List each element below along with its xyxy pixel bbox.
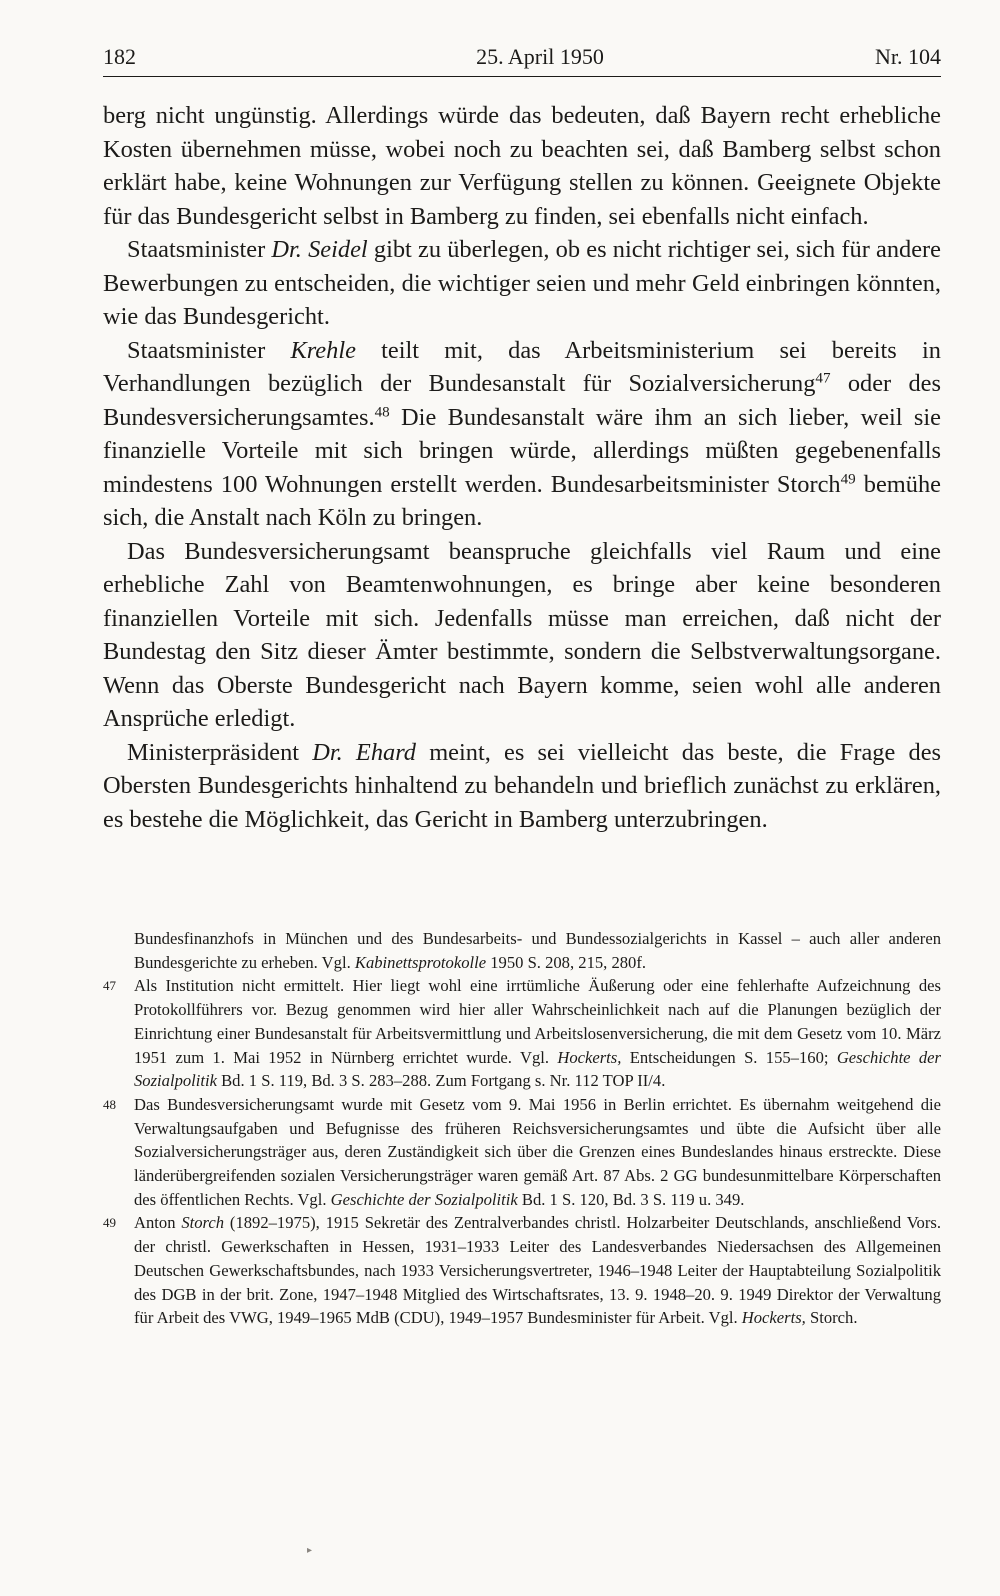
footnote-48: 48 Das Bundesversicherungsamt wurde mit Gesetz vom 9. Mai 1956 in Berlin errichtet. Es übernahm weitgehend die Verwaltungsaufgaben und Befugnisse des früheren Reichsversicherungsamtes und übte die Aufsicht über alle Sozialversicherungsträger aus, deren Zuständigkeit sich über die Grenzen eines Bundeslandes hinaus erstreckte. Diese länderübergreifenden sozialen Versicherungsträger waren gemäß Art. 87 Abs. 2 GG bundesunmittelbare Körperschaften des öffentlichen Rechts. Vgl. Geschichte der Sozialpolitik Bd. 1 S. 120, Bd. 3 S. 119 u. 349. bbox=[103, 1094, 941, 1209]
footnote-number: 47 bbox=[103, 978, 116, 994]
footnote-ref[interactable]: 48 bbox=[374, 404, 390, 421]
footnote-continuation: Bundesfinanzhofs in München und des Bundesarbeits- und Bundessozialgerichts in Kassel – auch aller anderen Bundesgerichte zu erheben. Vgl. Kabinettsprotokolle 1950 S. 208, 215, 280f. bbox=[134, 929, 941, 972]
paragraph: Das Bundesversicherungsamt beanspruche gleichfalls viel Raum und eine erhebliche Zahl von Beamtenwohnungen, es bringe aber keine besonderen finanziellen Vorteile mit sich. Jedenfalls müsse man erreichen, daß nicht der Bundestag den Sitz dieser Ämter bestimmte, sondern die Selbstverwaltungsorgane. Wenn das Oberste Bundesgericht nach Bayern komme, seien wohl alle anderen Ansprüche erledigt. bbox=[103, 537, 941, 732]
page-number: 182 bbox=[103, 44, 136, 69]
footnote-number: 49 bbox=[103, 1215, 116, 1231]
speaker-name: Dr. Seidel bbox=[271, 236, 368, 263]
paragraph: Staatsminister Krehle teilt mit, das Arbeitsministerium sei bereits in Verhandlungen bezüglich der Bundesanstalt für Sozialversicherung$^{47}$ oder des Bundesversicherungsamtes.$^{48}$ Die Bundesanstalt wäre ihm an sich lieber, weil sie finanzielle Vorteile mit sich bringen würde, allerdings müßten gegebenenfalls mindestens 100 Wohnungen erstellt werden. Bundesarbeitsminister Storch$^{49}$ bemühe sich, die Anstalt nach Köln zu bringen. bbox=[103, 336, 942, 531]
footnote-47: 47 Als Institution nicht ermittelt. Hier liegt wohl eine irrtümliche Äußerung oder eine fehlerhafte Aufzeichnung des Protokollführers vor. Bezug genommen wird hier aller Wahrscheinlichkeit nach auf die Planungen bezüglich der Einrichtung einer Bundesanstalt für Arbeitsvermittlung und Arbeitslosenversicherung, die mit dem Gesetz vom 10. März 1951 zum 1. Mai 1952 in Nürnberg errichtet wurde. Vgl. Hockerts, Entscheidungen S. 155–160; Geschichte der Sozialpolitik Bd. 1 S. 119, Bd. 3 S. 283–288. Zum Fortgang s. Nr. 112 TOP II/4. bbox=[103, 976, 942, 1091]
speaker-name: Dr. Ehard bbox=[312, 738, 417, 766]
speaker-name: Krehle bbox=[290, 336, 356, 364]
issue-number: Nr. 104 bbox=[875, 44, 941, 69]
footnote-ref[interactable]: 47 bbox=[815, 370, 831, 387]
page bbox=[103, 44, 941, 836]
running-header bbox=[103, 44, 941, 77]
footnote-ref[interactable]: 49 bbox=[840, 471, 856, 488]
header-date: 25. April 1950 bbox=[476, 44, 604, 69]
paragraph: berg nicht ungünstig. Allerdings würde das bedeuten, daß Bayern recht erhebliche Kosten übernehmen müsse, wobei noch zu beachten sei, daß Bamberg selbst schon erklärt habe, keine Wohnungen zur Verfügung stellen zu können. Geeignete Objekte für das Bundesgericht selbst in Bamberg zu finden, sei ebenfalls nicht einfach. bbox=[103, 102, 941, 230]
footnotes bbox=[103, 927, 941, 1330]
paragraph: Ministerpräsident Dr. Ehard meint, es sei vielleicht das beste, die Frage des Obersten Bundesgerichts hinhaltend zu behandeln und brieflich zunächst zu erklären, es bestehe die Möglichkeit, das Gericht in Bamberg unterzubringen. bbox=[103, 738, 942, 833]
footnote-49: 49 Anton Storch (1892–1975), 1915 Sekretär des Zentralverbandes christl. Holzarbeiter Deutschlands, anschließend Vors. der christl. Gewerkschaften in Hessen, 1931–1933 Leiter des Landesverbandes Niedersachsen des Allgemeinen Deutschen Gewerkschaftsbundes, nach 1933 Versicherungsvertreter, 1946–1948 Leiter der Hauptabteilung Sozialpolitik des DGB in der brit. Zone, 1947–1948 Mitglied des Wirtschaftsrates, 13. 9. 1948–20. 9. 1949 Direktor der Verwaltung für Arbeit des VWG, 1949–1965 MdB (CDU), 1949–1957 Bundesminister für Arbeit. Vgl. Hockerts, Storch. bbox=[103, 1213, 941, 1328]
footnote-number: 48 bbox=[103, 1096, 116, 1112]
paragraph: Staatsminister Dr. Seidel gibt zu überlegen, ob es nicht richtiger sei, sich für andere Bewerbungen zu entscheiden, die wichtiger seien und mehr Geld einbringen könnten, wie das Bundesgericht. bbox=[103, 236, 941, 330]
main-text bbox=[103, 99, 941, 836]
stray-mark: ▸ bbox=[307, 1545, 313, 1556]
